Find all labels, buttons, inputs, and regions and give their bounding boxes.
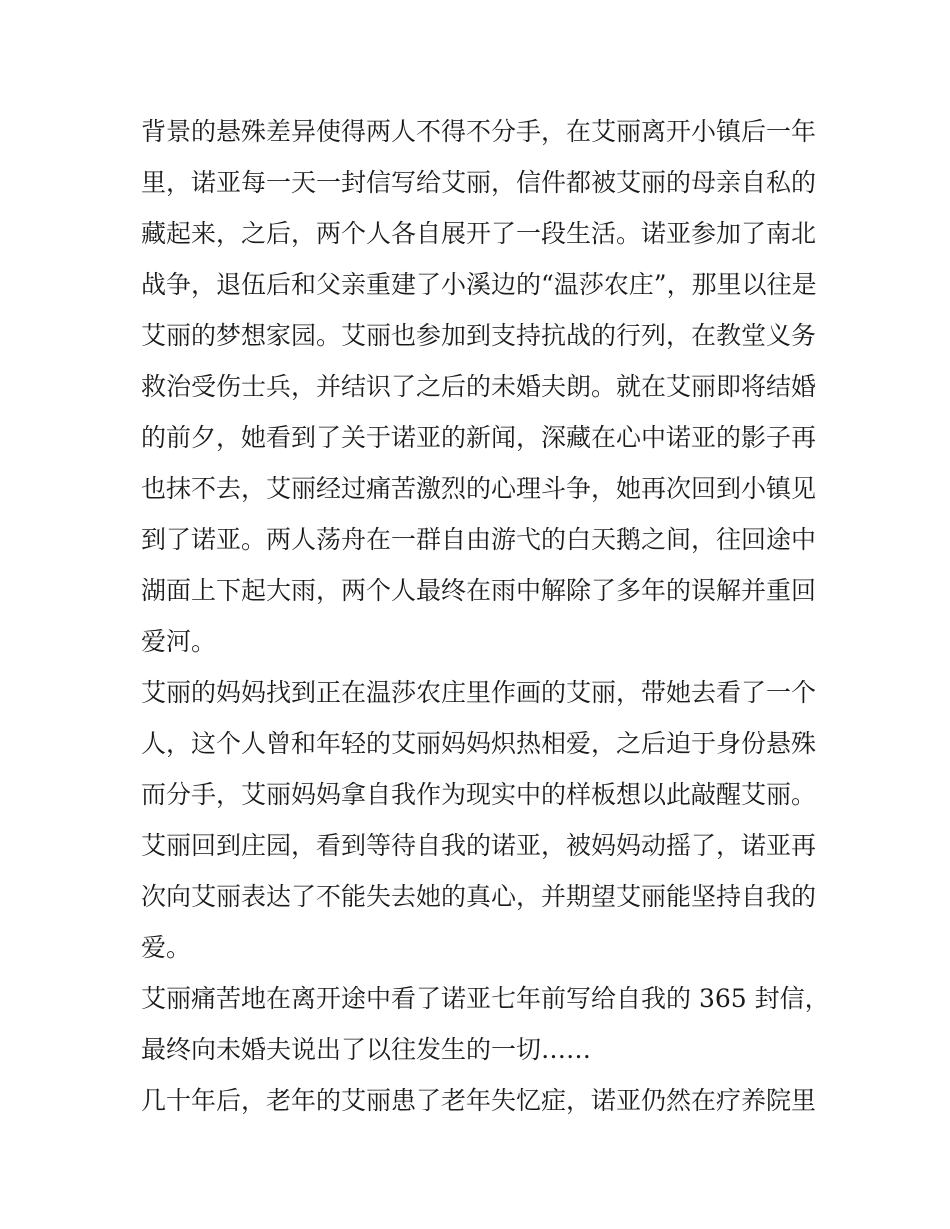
document-body [141,106,830,1126]
text-line: 而分手，艾丽妈妈拿自我作为现实中的样板想以此敲醒艾丽。 [141,780,817,809]
text-line: 湖面上下起大雨，两个人最终在雨中解除了多年的误解并重回 [141,576,817,605]
text-line: 也抹不去，艾丽经过痛苦激烈的心理斗争，她再次回到小镇见 [141,474,817,503]
text-line: 艾丽痛苦地在离开途中看了诺亚七年前写给自我的 365 封信， [141,984,830,1013]
text-line: 到了诺亚。两人荡舟在一群自由游弋的白天鹅之间，往回途中 [141,525,817,554]
text-line: 次向艾丽表达了不能失去她的真心，并期望艾丽能坚持自我的 [141,882,817,911]
text-line: 人，这个人曾和年轻的艾丽妈妈炽热相爱，之后迫于身份悬殊 [141,729,817,758]
text-line: 救治受伤士兵，并结识了之后的未婚夫朗。就在艾丽即将结婚 [141,372,817,401]
text-line: 战争，退伍后和父亲重建了小溪边的“温莎农庄”，那里以往是 [141,270,817,299]
paragraph-2 [141,667,815,973]
text-line: 最终向未婚夫说出了以往发生的一切…… [141,1035,592,1064]
text-line: 里，诺亚每一天一封信写给艾丽，信件都被艾丽的母亲自私的 [141,168,817,197]
text-line: 几十年后，老年的艾丽患了老年失忆症，诺亚仍然在疗养院里 [141,1086,817,1115]
text-line: 艾丽的妈妈找到正在温莎农庄里作画的艾丽，带她去看了一个 [141,678,817,707]
text-line: 藏起来，之后，两个人各自展开了一段生活。诺亚参加了南北 [141,219,817,248]
text-line: 艾丽的梦想家园。艾丽也参加到支持抗战的行列，在教堂义务 [141,321,817,350]
paragraph-4 [141,1075,815,1126]
paragraph-1 [141,106,815,667]
text-line: 背景的悬殊差异使得两人不得不分手，在艾丽离开小镇后一年 [141,117,817,146]
paragraph-3 [141,973,830,1075]
text-line: 爱。 [141,933,192,962]
text-line: 艾丽回到庄园，看到等待自我的诺亚，被妈妈动摇了，诺亚再 [141,831,817,860]
text-line: 的前夕，她看到了关于诺亚的新闻，深藏在心中诺亚的影子再 [141,423,817,452]
text-line: 爱河。 [141,627,217,656]
